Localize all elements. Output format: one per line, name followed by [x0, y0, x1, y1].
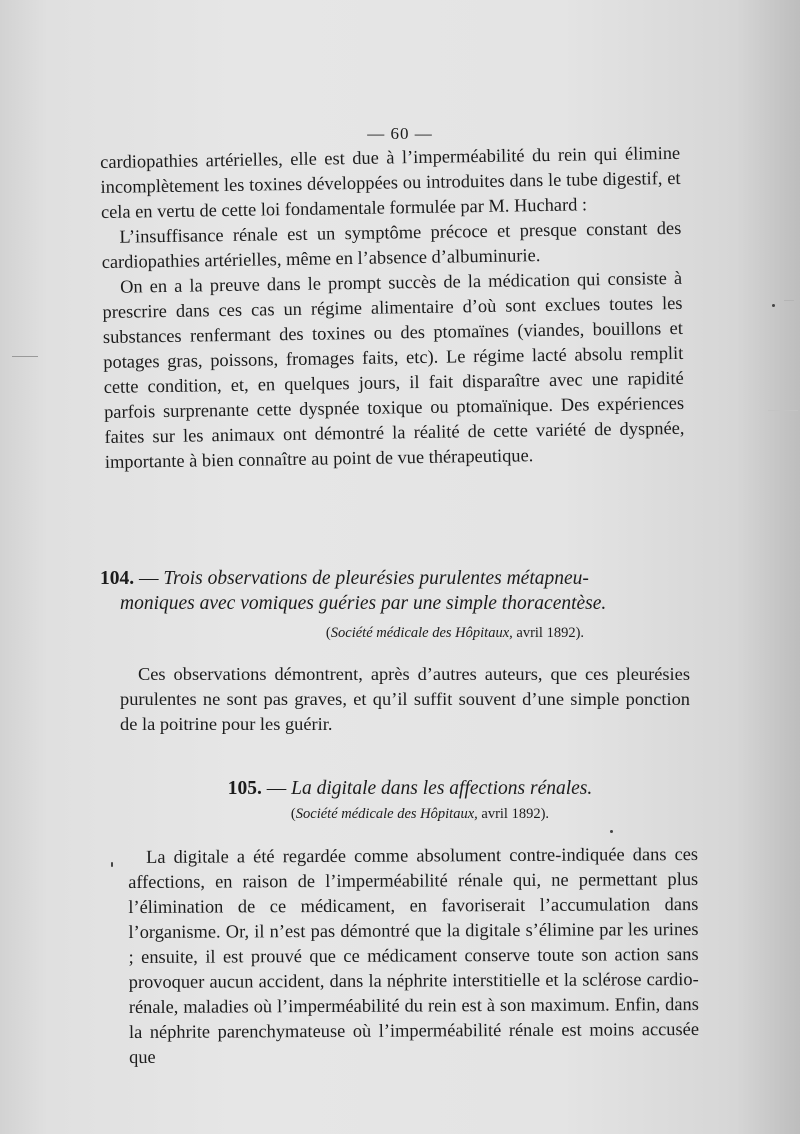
citation-society: Société médicale des Hôpitaux,	[330, 625, 513, 641]
quoted-law: L’insuffisance rénale est un symptôme précoce et presque constant des cardiopathies artérielles, même en l’absence d’albuminurie.	[101, 217, 682, 272]
section-104-heading	[100, 566, 680, 616]
section-105-body	[128, 842, 699, 1070]
section-104-body	[120, 662, 690, 737]
margin-mark	[768, 410, 798, 411]
section-paragraph: Ces observations démontrent, après d’autres auteurs, que ces pleurésies purulentes ne sont pas graves, et qu’il suffit souvent d’une simple ponction de la poitrine pour les guérir.	[120, 664, 690, 734]
section-105-citation: (Société médicale des Hôpitaux, avril 1892).	[290, 806, 550, 822]
page-number: — 60 —	[367, 124, 433, 143]
section-105-heading	[100, 776, 680, 801]
citation-date: avril 1892	[516, 625, 576, 641]
section-title: La digitale dans les affections rénales.	[291, 778, 593, 799]
ink-speck	[610, 830, 613, 833]
section-title: Trois observations de pleurésies purulentes métapneu-	[163, 568, 589, 589]
ink-speck	[772, 304, 775, 307]
section-number: 105.	[227, 778, 262, 799]
ink-speck	[111, 862, 113, 867]
citation-date: avril 1892	[481, 806, 541, 822]
heading-dash: —	[266, 778, 287, 799]
citation-society: Société médicale des Hôpitaux,	[295, 806, 478, 822]
margin-mark	[12, 356, 38, 357]
section-title-continued: moniques avec vomiques guéries par une simple thoracentèse.	[120, 593, 607, 614]
paragraph-regime: On en a la preuve dans le prompt succès de la médication qui consiste à prescrire dans ces cas un régime alimentaire d’où sont exclues toutes les substances renfermant des toxines ou des ptomaïnes (viandes, bouillons et potages gras, poissons, fromages faits, etc). Le régime lacté absolu remplit cette condition, et, en quelques jours, il fait disparaître avec une rapidité parfois surprenante cette dyspnée toxique ou ptomaïnique. Des expériences faites sur les animaux ont démontré la réalité de cette variété de dyspnée, importante à bien connaître au point de vue thérapeutique.	[102, 267, 685, 472]
paragraph-continuation: cardiopathies artérielles, elle est due à l’imperméabilité du rein qui élimine incomplètement les toxines développées ou introduites dans le tube digestif, et cela en vertu de cette loi fondamentale formulée par M. Huchard :	[100, 142, 681, 222]
section-104-citation: (Société médicale des Hôpitaux, avril 1892).	[325, 625, 585, 641]
top-paragraphs	[100, 141, 685, 475]
margin-mark	[784, 300, 794, 301]
section-paragraph: La digitale a été regardée comme absolument contre-indiquée dans ces affections, en raison de l’imperméabilité rénale qui, ne permettant plus l’élimination de ce médicament, en favoriserait l’accumulation dans l’organisme. Or, il n’est pas démontré que la digitale s’élimine par les urines ; ensuite, il est prouvé que ce médicament conserve toute son action sans provoquer aucun accident, dans la néphrite interstitielle et la sclérose cardio-rénale, maladies où l’imperméabilité du rein est à son maximum. Enfin, dans la néphrite parenchymateuse où l’imperméabilité rénale est moins accusée que	[128, 844, 700, 1067]
heading-dash: —	[139, 568, 159, 589]
section-number: 104.	[100, 568, 135, 589]
